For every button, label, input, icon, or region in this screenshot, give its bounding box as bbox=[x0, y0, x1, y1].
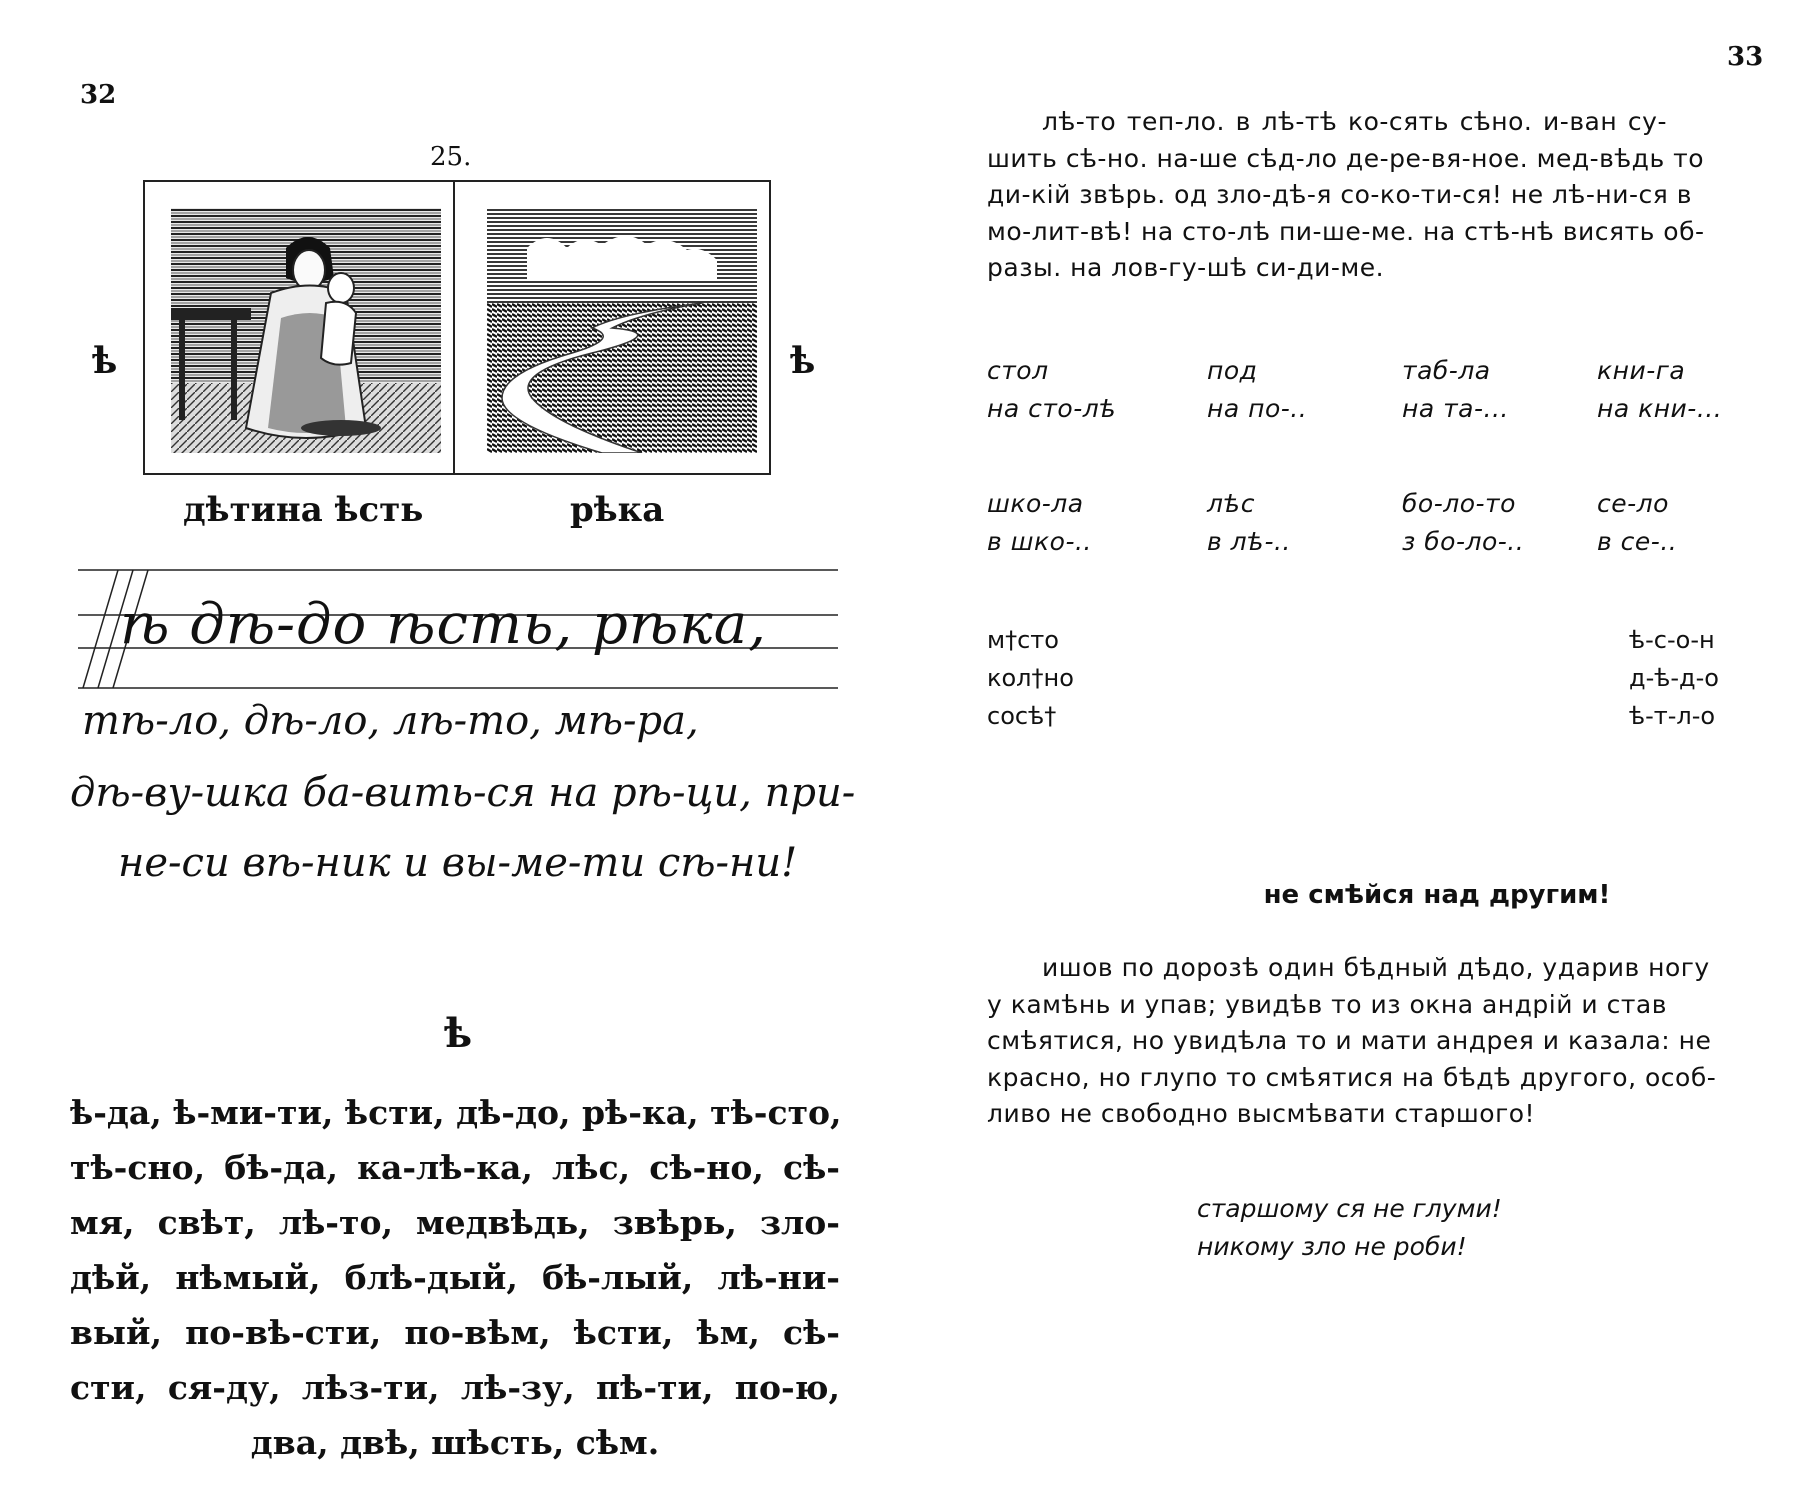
frame-divider bbox=[453, 182, 455, 473]
grid-word: в шко-.. bbox=[987, 527, 1092, 556]
intro-paragraph bbox=[987, 104, 1705, 287]
grid-word: з бо-ло-.. bbox=[1402, 527, 1525, 556]
engraving-mother-child bbox=[171, 208, 441, 453]
word-line: тѣ-сно, бѣ-да, ка-лѣ-ка, лѣс, сѣ-но, сѣ- bbox=[70, 1148, 840, 1187]
story-line: ишов по дорозѣ один бѣдный дѣдо, ударив ногу bbox=[1042, 953, 1710, 982]
intro-line: мо-лит-вѣ! на сто-лѣ пи-ше-ме. на стѣ-нѣ висять об- bbox=[987, 216, 1705, 246]
grid-word: на по-.. bbox=[1207, 394, 1308, 423]
grid-word: в лѣ-.. bbox=[1207, 527, 1291, 556]
moral-verse bbox=[1197, 1190, 1502, 1266]
fill-in-words bbox=[987, 621, 1074, 735]
lesson-number: 25. bbox=[430, 142, 472, 172]
grid-word: се-ло bbox=[1597, 489, 1669, 518]
page-number-left: 32 bbox=[80, 80, 117, 110]
word-line: вый, по-вѣ-сти, по-вѣм, ѣсти, ѣм, сѣ- bbox=[70, 1313, 840, 1352]
spelled-word: д-ѣ-д-о bbox=[1629, 664, 1719, 692]
spelled-word: ѣ-с-о-н bbox=[1629, 626, 1715, 654]
grid-word: шко-ла bbox=[987, 489, 1084, 518]
grid-word: на кни-... bbox=[1597, 394, 1723, 423]
spelled-words bbox=[1629, 621, 1719, 735]
fill-word: сосѣ† bbox=[987, 702, 1057, 730]
intro-line: разы. на лов-гу-шѣ си-ди-ме. bbox=[987, 253, 1385, 282]
story-line: красно, но глупо то смѣятися на бѣдѣ другого, особ- bbox=[987, 1062, 1717, 1092]
word-line: мя, свѣт, лѣ-то, медвѣдь, звѣрь, зло- bbox=[70, 1203, 840, 1242]
grid-word: на сто-лѣ bbox=[987, 394, 1117, 423]
story-line: ливо не свободно высмѣвати старшого! bbox=[987, 1099, 1536, 1128]
intro-line: ди-кій звѣрь. од зло-дѣ-я со-ко-ти-ся! не лѣ-ни-ся в bbox=[987, 180, 1692, 209]
script-heading: ѣ дѣ-до ѣсть, рѣка, bbox=[120, 592, 767, 657]
grid-word: под bbox=[1207, 356, 1258, 385]
engraving-river bbox=[487, 208, 757, 453]
intro-line: шить сѣ-но. на-ше сѣд-ло де-ре-вя-ное. мед-вѣдь то bbox=[987, 143, 1704, 173]
story-title: не смѣйся над другим! bbox=[1263, 880, 1611, 910]
word-line: дѣй, нѣмый, блѣ-дый, бѣ-лый, лѣ-ни- bbox=[70, 1258, 840, 1297]
moral-line: старшому ся не глуми! bbox=[1197, 1194, 1502, 1223]
story-line: смѣятися, но увидѣла то и мати андрея и казала: не bbox=[987, 1026, 1712, 1055]
illustration-frame bbox=[143, 180, 771, 475]
page-number-right: 33 bbox=[1727, 42, 1764, 72]
moral-line: никому зло не роби! bbox=[1197, 1232, 1467, 1261]
word-list bbox=[70, 1085, 840, 1470]
caption-river: рѣка bbox=[570, 490, 665, 530]
side-letter-right: ѣ bbox=[790, 340, 816, 382]
script-line-3: не-си вѣ-ник и вы-ме-ти сѣ-ни! bbox=[118, 840, 798, 886]
fill-word: кол†но bbox=[987, 664, 1074, 692]
word-line: два, двѣ, шѣсть, сѣм. bbox=[250, 1423, 660, 1462]
caption-child-eats: дѣтина ѣсть bbox=[183, 490, 424, 530]
story-paragraph bbox=[987, 950, 1717, 1133]
fill-word: м†сто bbox=[987, 626, 1059, 654]
spelled-word: ѣ-т-л-о bbox=[1629, 702, 1716, 730]
grid-word: на та-... bbox=[1402, 394, 1509, 423]
grid-word: стол bbox=[987, 356, 1049, 385]
word-line: сти, ся-ду, лѣз-ти, лѣ-зу, пѣ-ти, по-ю, bbox=[70, 1368, 840, 1407]
side-letter-left: ѣ bbox=[92, 340, 118, 382]
grid-word: бо-ло-то bbox=[1402, 489, 1516, 518]
grid-word: таб-ла bbox=[1402, 356, 1491, 385]
intro-line: лѣ-то теп-ло. в лѣ-тѣ ко-сять сѣно. и-ван су- bbox=[1042, 107, 1667, 136]
grid-word: лѣс bbox=[1207, 489, 1256, 518]
right-page bbox=[907, 0, 1814, 1500]
grid-word: кни-га bbox=[1597, 356, 1686, 385]
script-line-1: тѣ-ло, дѣ-ло, лѣ-то, мѣ-ра, bbox=[82, 698, 699, 744]
grid-word: в се-.. bbox=[1597, 527, 1678, 556]
lesson-letter: ѣ bbox=[444, 1010, 473, 1057]
script-line-2: дѣ-ву-шка ба-вить-ся на рѣ-ци, при- bbox=[70, 770, 856, 816]
word-line: ѣ-да, ѣ-ми-ти, ѣсти, дѣ-до, рѣ-ка, тѣ-сто, bbox=[70, 1093, 842, 1132]
story-line: у камѣнь и упав; увидѣв то из окна андрій и став bbox=[987, 989, 1667, 1019]
